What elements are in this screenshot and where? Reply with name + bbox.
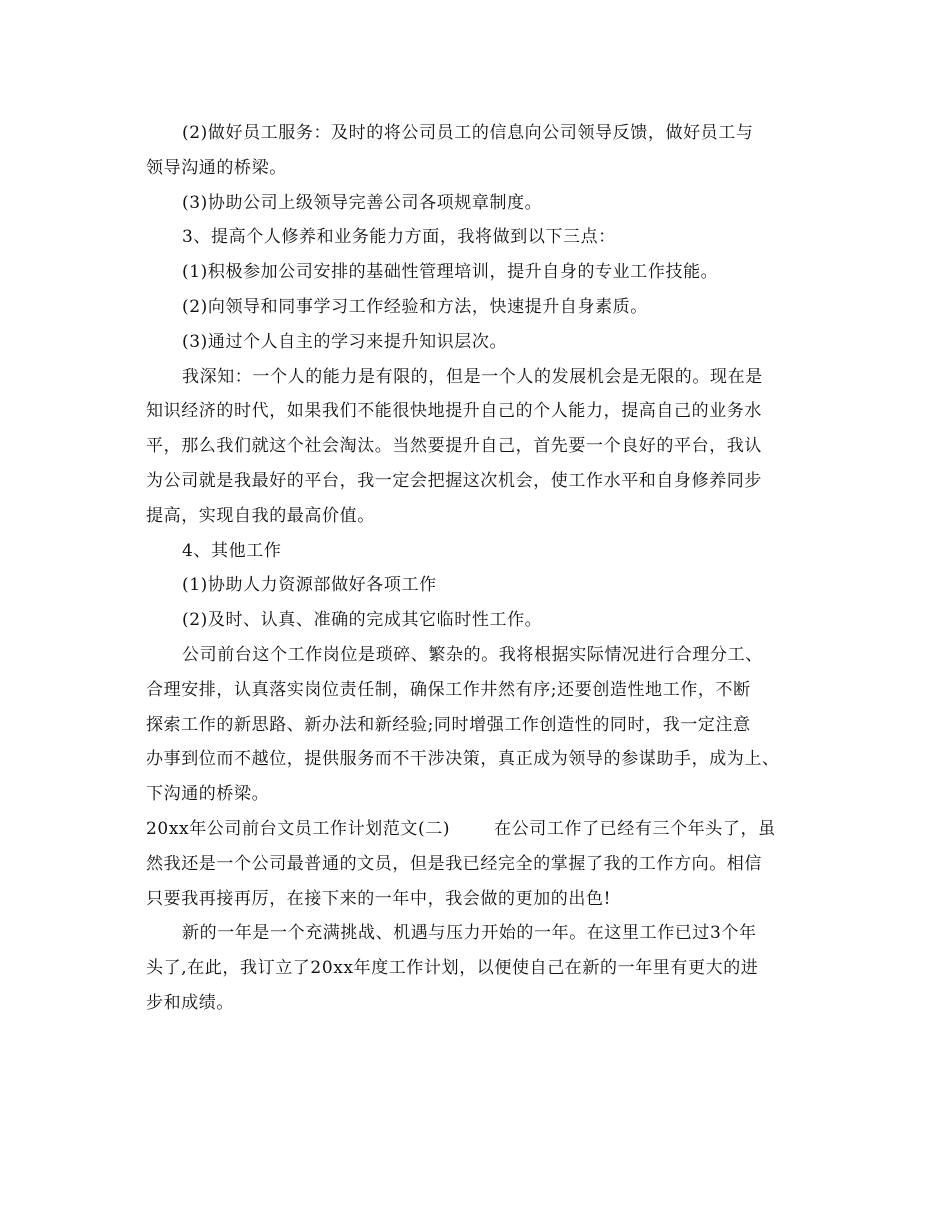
paragraph-line: 办事到位而不越位，提供服务而不干涉决策，真正成为领导的参谋助手，成为上、: [146, 749, 780, 770]
paragraph-line: 头了,在此，我订立了20xx年度工作计划，以便使自己在新的一年里有更大的进: [146, 958, 759, 979]
paragraph-line: 合理安排，认真落实岗位责任制，确保工作井然有序;还要创造性地工作，不断: [146, 679, 751, 700]
paragraph-line: (1)积极参加公司安排的基础性管理培训，提升自身的专业工作技能。: [182, 262, 719, 283]
paragraph-line: 提高，实现自我的最高价值。: [146, 505, 375, 526]
paragraph-line: 知识经济的时代，如果我们不能很快地提升自己的个人能力，提高自己的业务水: [146, 401, 762, 422]
paragraph-line: (2)做好员工服务：及时的将公司员工的信息向公司领导反馈，做好员工与: [182, 123, 754, 143]
paragraph-line: 为公司就是我最好的平台，我一定会把握这次机会，使工作水平和自身修养同步: [146, 470, 762, 491]
paragraph-line: 探索工作的新思路、新办法和新经验;同时增强工作创造性的同时，我一定注意: [146, 714, 751, 735]
heading-line: [146, 812, 806, 847]
document-body: [146, 116, 806, 1021]
paragraph-line: (1)协助人力资源部做好各项工作: [182, 575, 437, 596]
paragraph-line: (3)协助公司上级领导完善公司各项规章制度。: [182, 192, 543, 213]
paragraph-line: 平，那么我们就这个社会淘汰。当然要提升自己，首先要一个良好的平台，我认: [146, 436, 762, 457]
paragraph-line: (2)及时、认真、准确的完成其它临时性工作。: [182, 610, 543, 631]
paragraph-line: 公司前台这个工作岗位是琐碎、繁杂的。我将根据实际情况进行合理分工、: [182, 644, 763, 665]
paragraph-line: 然我还是一个公司最普通的文员，但是我已经完全的掌握了我的工作方向。相信: [146, 853, 762, 874]
paragraph-line: 只要我再接再厉，在接下来的一年中，我会做的更加的出色!: [146, 888, 612, 909]
paragraph-text: 在公司工作了已经有三个年头了，虽: [494, 818, 776, 839]
section-heading: 4、其他工作: [182, 540, 282, 561]
paragraph-line: (3)通过个人自主的学习来提升知识层次。: [182, 331, 508, 352]
paragraph-line: 领导沟通的桥梁。: [146, 157, 287, 178]
paragraph-line: 步和成绩。: [146, 992, 234, 1013]
paragraph-line: 下沟通的桥梁。: [146, 784, 270, 805]
paragraph-line: (2)向领导和同事学习工作经验和方法，快速提升自身素质。: [182, 296, 648, 317]
paragraph-line: 新的一年是一个充满挑战、机遇与压力开始的一年。在这里工作已过3个年: [182, 923, 757, 944]
document-subtitle: 20xx年公司前台文员工作计划范文(二): [146, 818, 451, 839]
paragraph-line: 我深知：一个人的能力是有限的，但是一个人的发展机会是无限的。现在是: [182, 366, 763, 387]
section-heading: 3、提高个人修养和业务能力方面，我将做到以下三点：: [182, 227, 616, 248]
